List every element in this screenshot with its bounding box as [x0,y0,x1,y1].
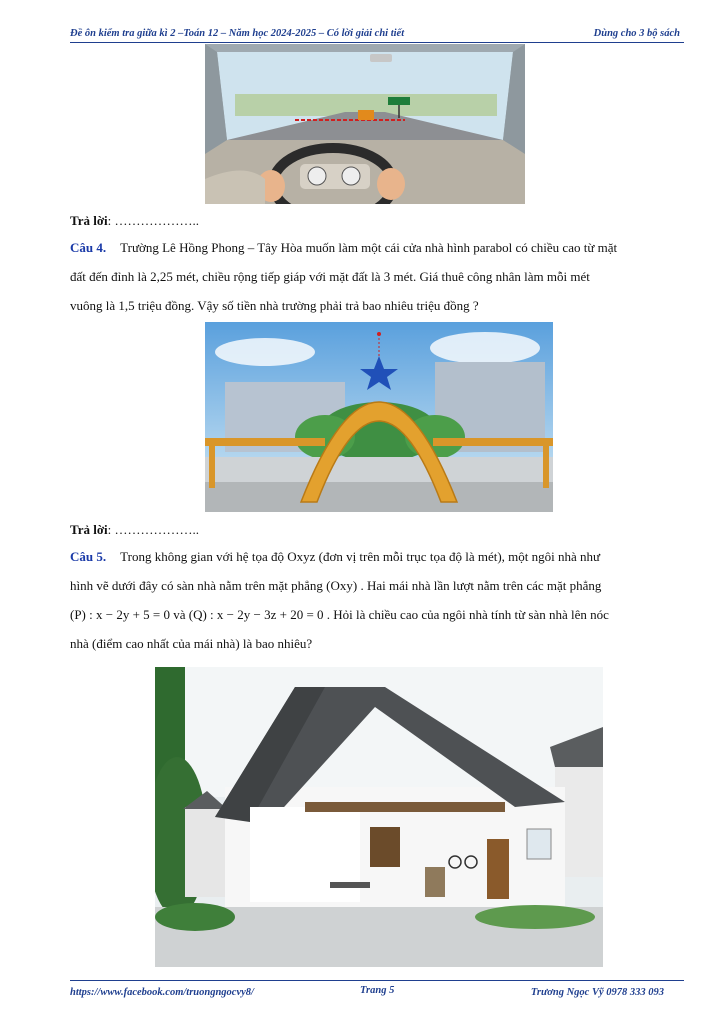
house-image [155,667,603,967]
question-number: Câu 4. [70,240,107,255]
question-number: Câu 5. [70,549,107,564]
page-number: Trang 5 [360,985,395,996]
car-interior-image [205,44,525,204]
header-title: Đề ôn kiểm tra giữa kì 2 –Toán 12 – Năm học 2024-2025 – Có lời giải chi tiết [70,28,405,39]
answer-line-q4: Trả lời: ……………….. [70,522,200,537]
page-footer [70,980,684,1005]
question-4: Câu 4. Trường Lê Hồng Phong – Tây Hòa muốn làm một cái cửa nhà hình parabol có chiều cao từ mặt đất đến đỉnh là 2,25 mét, chiều rộng tiếp giáp với mặt đất là 3 mét. Giá thuê công nhân làm mỗi mét vuông là 1,5 triệu đồng. Vậy số tiền nhà trường phải trả bao nhiêu triệu đồng ? [70,240,618,313]
header-series: Dùng cho 3 bộ sách [593,28,680,39]
footer-author: Trương Ngọc Vỹ 0978 333 093 [530,987,664,998]
parabolic-arch-image [205,322,553,512]
answer-line-q3: Trả lời: ……………….. [70,213,200,228]
page-header [70,26,684,43]
question-5: Câu 5. Trong không gian với hệ tọa độ Oxyz (đơn vị trên mỗi trục tọa độ là mét), một ngôi nhà như hình vẽ dưới đây có sàn nhà nằm trên mặt phẳng (Oxy) . Hai mái nhà lần lượt nằm trên các mặt phẳng (P) : x − 2y + 5 = 0 và (Q) : x − 2y − 3z + 20 = 0 . Hỏi là chiều cao của ngôi nhà tính từ sàn nhà lên nóc nhà (điểm cao nhất của mái nhà) là bao nhiêu? [70,549,609,651]
footer-link[interactable]: https://www.facebook.com/truongngocvy8/ [70,987,254,998]
